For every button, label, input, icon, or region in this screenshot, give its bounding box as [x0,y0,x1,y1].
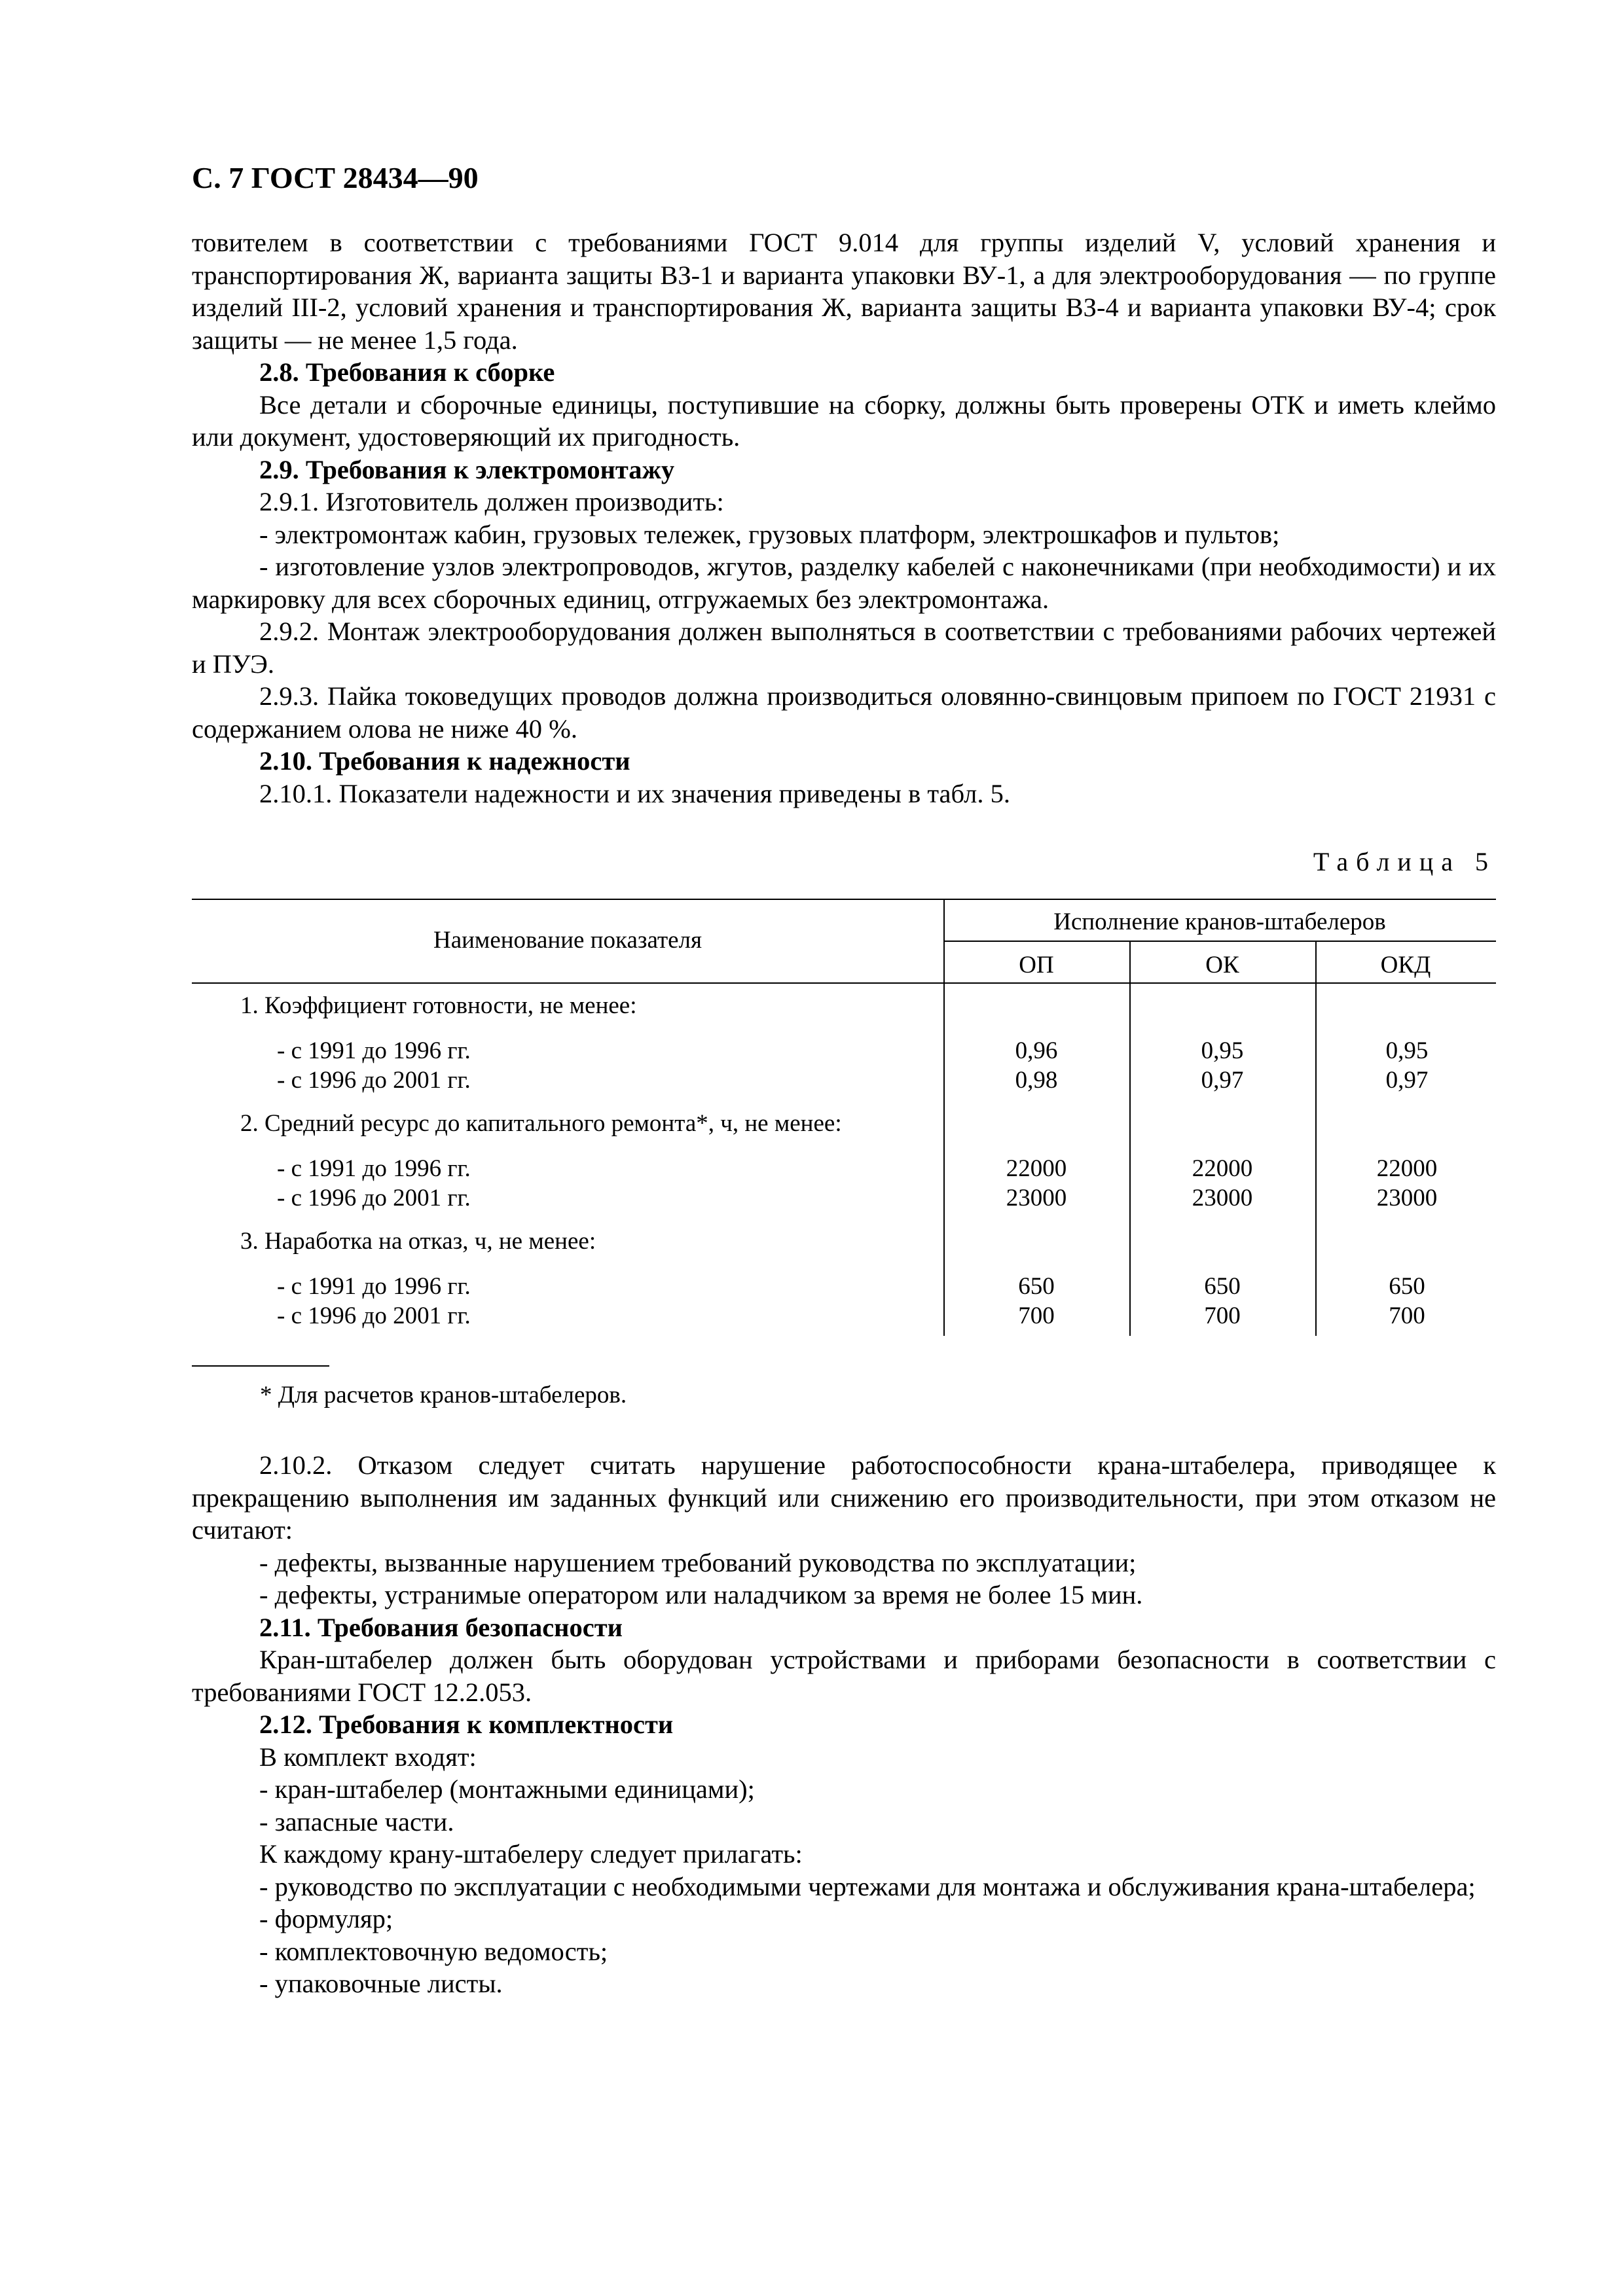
paragraph: Все детали и сборочные единицы, поступившие на сборку, должны быть проверены ОТК и иметь клеймо или документ, удостоверяющий их пригодность. [192,389,1496,452]
table-caption: Таблица 5 [1313,847,1496,876]
paragraph: - изготовление узлов электропроводов, жгутов, разделку кабелей с наконечниками (при необходимости) и их маркировку для всех сборочных единиц, отгружаемых без электромонтажа. [192,552,1496,614]
reliability-table [192,899,1496,1336]
table-cell: 23000 [1192,1185,1253,1211]
text-block-top [192,226,1496,810]
row-sub-label: - с 1996 до 2001 гг. [277,1185,471,1211]
col-header-name: Наименование показателя [433,927,702,954]
paragraph: 2.10.1. Показатели надежности и их значения приведены в табл. 5. [259,778,1010,808]
table-cell: 700 [1204,1302,1241,1329]
table-cell: 0,95 [1385,1037,1429,1064]
footnote-divider [192,1365,329,1367]
row-sub-label: - с 1996 до 2001 гг. [277,1302,471,1329]
row-sub-label: - с 1991 до 1996 гг. [277,1273,471,1300]
paragraph: - формуляр; [259,1904,393,1933]
table-group-rule [943,941,1496,942]
col-header-okd: ОКД [1380,952,1431,978]
paragraph: - дефекты, вызванные нарушением требований руководства по эксплуатации; [259,1547,1137,1577]
paragraph: Кран-штабелер должен быть оборудован устройствами и приборами безопасности в соответствии с требованиями ГОСТ 12.2.053. [192,1645,1496,1707]
col-header-group: Исполнение кранов-штабелеров [1053,908,1386,935]
table-cell: 22000 [1376,1155,1438,1182]
paragraph: 2.9.1. Изготовитель должен производить: [259,487,724,516]
table-cell: 650 [1204,1273,1241,1300]
paragraph: - запасные части. [259,1806,454,1837]
footnote: * Для расчетов кранов-штабелеров. [260,1382,627,1408]
row-sub-label: - с 1991 до 1996 гг. [277,1037,471,1064]
paragraph: товителем в соответствии с требованиями ГОСТ 9.014 для группы изделий V, условий хранения и транспортирования Ж, варианта защиты ВЗ-1 и варианта упаковки ВУ-1, а для электрооборудования — по группе изделий III-2, условий хранения и транспортирования Ж, варианта защиты ВЗ-4 и варианта упаковки ВУ-4; срок защиты — не менее 1,5 года. [192,228,1496,355]
section-heading: 2.12. Требования к комплектности [259,1710,674,1739]
table-cell: 700 [1389,1302,1425,1329]
col-header-ok: ОК [1205,952,1239,978]
paragraph: - комплектовочную ведомость; [259,1936,608,1966]
table-cell: 0,97 [1385,1067,1429,1094]
table-header-rule [192,982,1496,984]
table-cell: 0,96 [1015,1037,1058,1064]
paragraph: - кран-штабелер (монтажными единицами); [259,1774,755,1804]
table-cell: 0,97 [1201,1067,1244,1094]
text-block-bottom [192,1449,1496,2000]
row-sub-label: - с 1991 до 1996 гг. [277,1155,471,1182]
row-sub-label: - с 1996 до 2001 гг. [277,1067,471,1094]
paragraph: К каждому крану-штабелеру следует прилагать: [259,1839,803,1869]
paragraph: - электромонтаж кабин, грузовых тележек, грузовых платформ, электрошкафов и пультов; [259,519,1280,549]
table-cell: 22000 [1006,1155,1067,1182]
table-cell: 650 [1018,1273,1055,1300]
paragraph: - руководство по эксплуатации с необходимыми чертежами для монтажа и обслуживания крана-штабелера; [259,1871,1476,1901]
paragraph: 2.10.2. Отказом следует считать нарушение работоспособности крана-штабелера, приводящее к прекращению выполнения им заданных функций или снижению его производительности, при этом отказом не считают: [192,1450,1496,1545]
paragraph: В комплект входят: [259,1742,477,1772]
paragraph: 2.9.2. Монтаж электрооборудования должен выполняться в соответствии с требованиями рабочих чертежей и ПУЭ. [192,617,1496,679]
section-heading: 2.8. Требования к сборке [259,357,555,387]
table-cell: 23000 [1006,1185,1067,1211]
paragraph: - упаковочные листы. [259,1969,503,1998]
table-cell: 650 [1389,1273,1425,1300]
table-cell: 0,98 [1015,1067,1058,1094]
paragraph: 2.9.3. Пайка токоведущих проводов должна производиться оловянно-свинцовым припоем по ГОСТ 21931 с содержанием олова не ниже 40 %. [192,681,1496,744]
section-heading: 2.9. Требования к электромонтажу [259,454,675,484]
table-top-rule [192,899,1496,900]
table-cell: 700 [1018,1302,1055,1329]
col-header-op: ОП [1019,952,1054,978]
section-heading: 2.10. Требования к надежности [259,746,630,776]
table-cell: 0,95 [1201,1037,1244,1064]
row-title: 3. Наработка на отказ, ч, не менее: [240,1228,596,1255]
row-title: 2. Средний ресурс до капитального ремонта*, ч, не менее: [240,1110,842,1137]
table-cell: 22000 [1192,1155,1253,1182]
paragraph: - дефекты, устранимые оператором или наладчиком за время не более 15 мин. [259,1580,1143,1609]
table-cell: 23000 [1376,1185,1438,1211]
row-title: 1. Коэффициент готовности, не менее: [240,992,637,1019]
section-heading: 2.11. Требования безопасности [259,1612,623,1642]
page-header: С. 7 ГОСТ 28434—90 [192,161,479,194]
